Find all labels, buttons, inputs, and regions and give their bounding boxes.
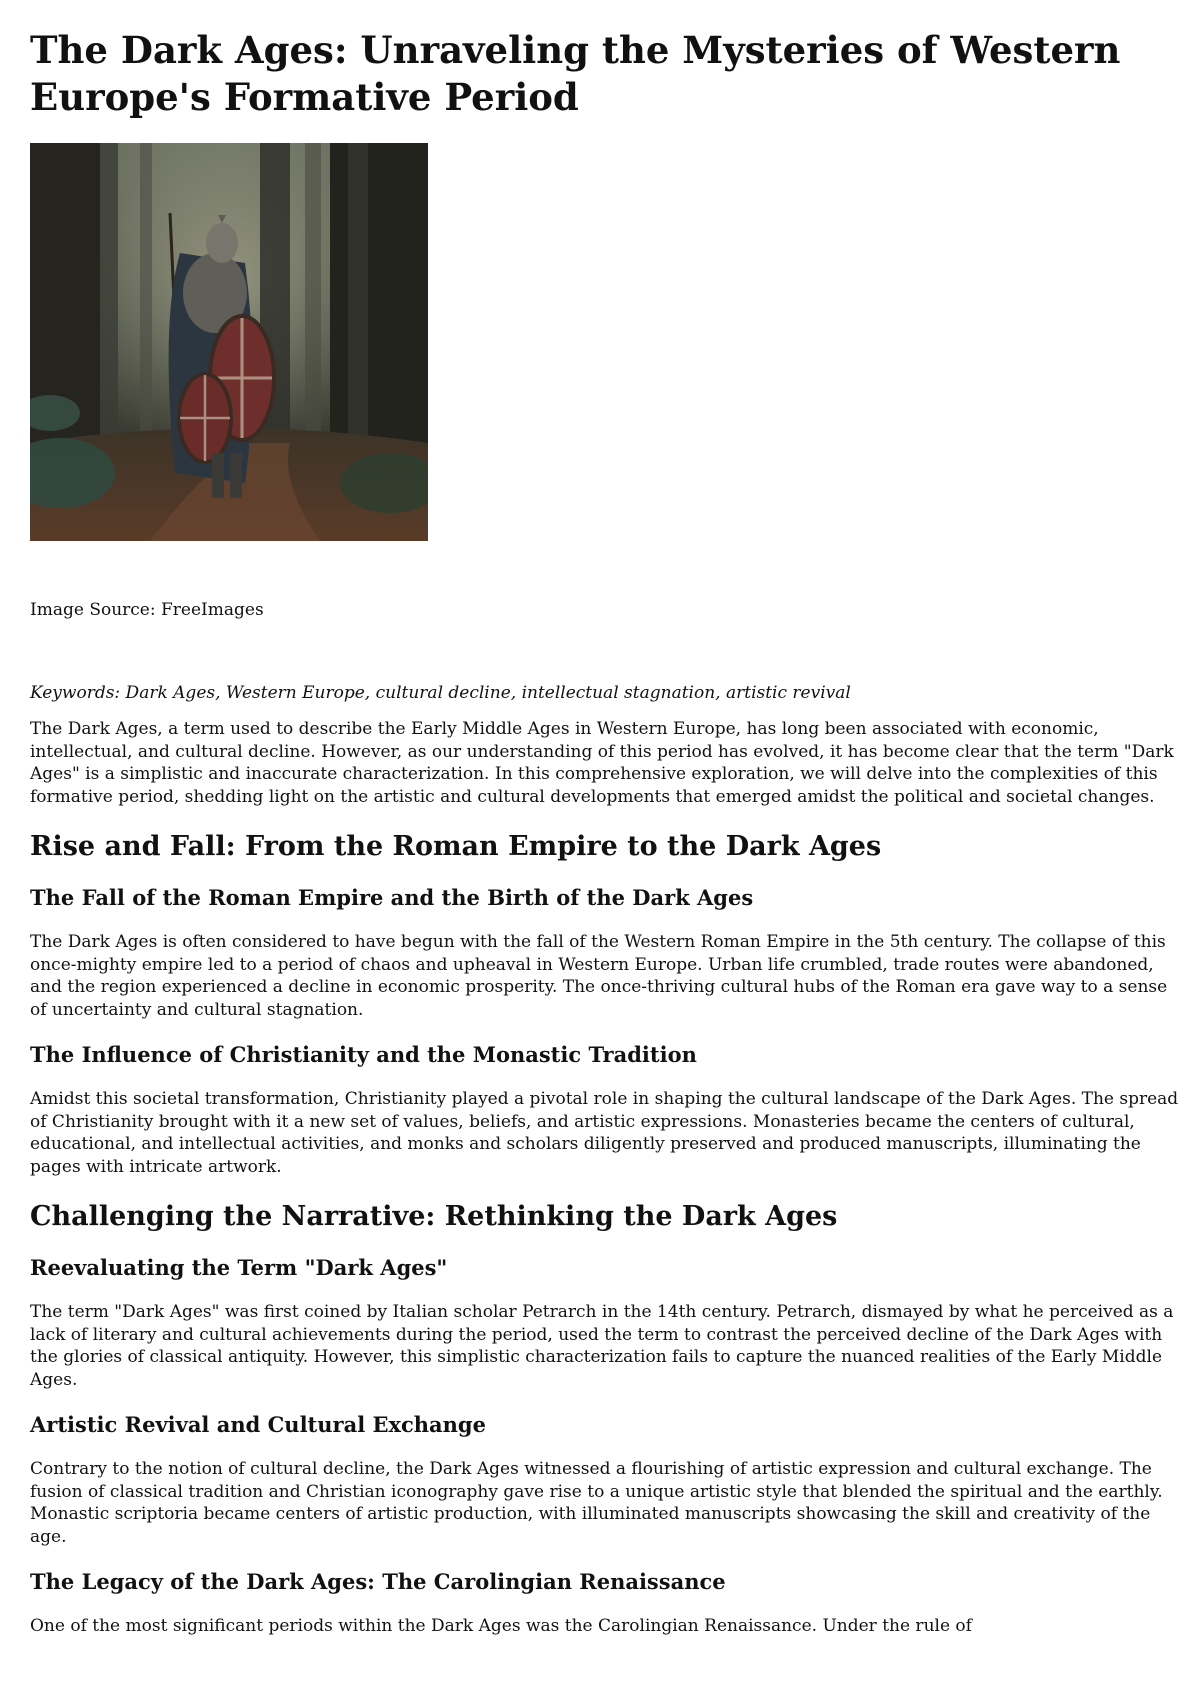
subheading-influence-of-christianity: The Influence of Christianity and the Monastic Tradition	[30, 1042, 697, 1067]
page-title: The Dark Ages: Unraveling the Mysteries of Western Europe's Formative Period	[30, 28, 1121, 119]
subheading-reevaluating-term: Reevaluating the Term "Dark Ages"	[30, 1255, 448, 1280]
subheading-carolingian-renaissance: The Legacy of the Dark Ages: The Carolingian Renaissance	[30, 1569, 726, 1594]
image-caption: Image Source: FreeImages	[30, 600, 264, 620]
subheading-fall-of-roman-empire: The Fall of the Roman Empire and the Birth of the Dark Ages	[30, 885, 754, 910]
paragraph-artistic-revival: Contrary to the notion of cultural decline, the Dark Ages witnessed a flourishing of artistic expression and cultural exchange. The fusion of classical tradition and Christian iconography gave rise to a unique artistic style that blended the spiritual and the earthly. Monastic scriptoria became centers of artistic production, with illuminated manuscripts showcasing the skill and creativity of the age.	[30, 1459, 1163, 1547]
paragraph-fall-of-roman-empire: The Dark Ages is often considered to have begun with the fall of the Western Roman Empire in the 5th century. The collapse of this once-mighty empire led to a period of chaos and upheaval in Western Europe. Urban life crumbled, trade routes were abandoned, and the region experienced a decline in economic prosperity. The once-thriving cultural hubs of the Roman era gave way to a sense of uncertainty and cultural stagnation.	[30, 932, 1168, 1020]
intro-paragraph: The Dark Ages, a term used to describe the Early Middle Ages in Western Europe, has long been associated with economic, intellectual, and cultural decline. However, as our understanding of this period has evolved, it has become clear that the term "Dark Ages" is a simplistic and inaccurate characterization. In this comprehensive exploration, we will delve into the complexities of this formative period, shedding light on the artistic and cultural developments that emerged amidst the political and societal changes.	[30, 719, 1174, 807]
hero-image-knight-in-forest	[30, 143, 428, 541]
article	[30, 0, 1180, 1638]
subheading-artistic-revival: Artistic Revival and Cultural Exchange	[30, 1412, 486, 1437]
paragraph-influence-of-christianity: Amidst this societal transformation, Christianity played a pivotal role in shaping the cultural landscape of the Dark Ages. The spread of Christianity brought with it a new set of values, beliefs, and artistic expressions. Monasteries became the centers of cultural, educational, and intellectual activities, and monks and scholars diligently preserved and produced manuscripts, illuminating the pages with intricate artwork.	[30, 1089, 1179, 1177]
paragraph-reevaluating-term: The term "Dark Ages" was first coined by Italian scholar Petrarch in the 14th century. Petrarch, dismayed by what he perceived as a lack of literary and cultural achievements during the period, used the term to contrast the perceived decline of the Dark Ages with the glories of classical antiquity. However, this simplistic characterization fails to capture the nuanced realities of the Early Middle Ages.	[30, 1302, 1174, 1390]
section-heading-challenging-narrative: Challenging the Narrative: Rethinking the Dark Ages	[30, 1201, 838, 1232]
paragraph-carolingian-renaissance: One of the most significant periods within the Dark Ages was the Carolingian Renaissance. Under the rule of	[30, 1616, 972, 1636]
section-heading-rise-and-fall: Rise and Fall: From the Roman Empire to the Dark Ages	[30, 831, 882, 862]
keywords: Keywords: Dark Ages, Western Europe, cultural decline, intellectual stagnation, artistic revival	[30, 683, 851, 703]
